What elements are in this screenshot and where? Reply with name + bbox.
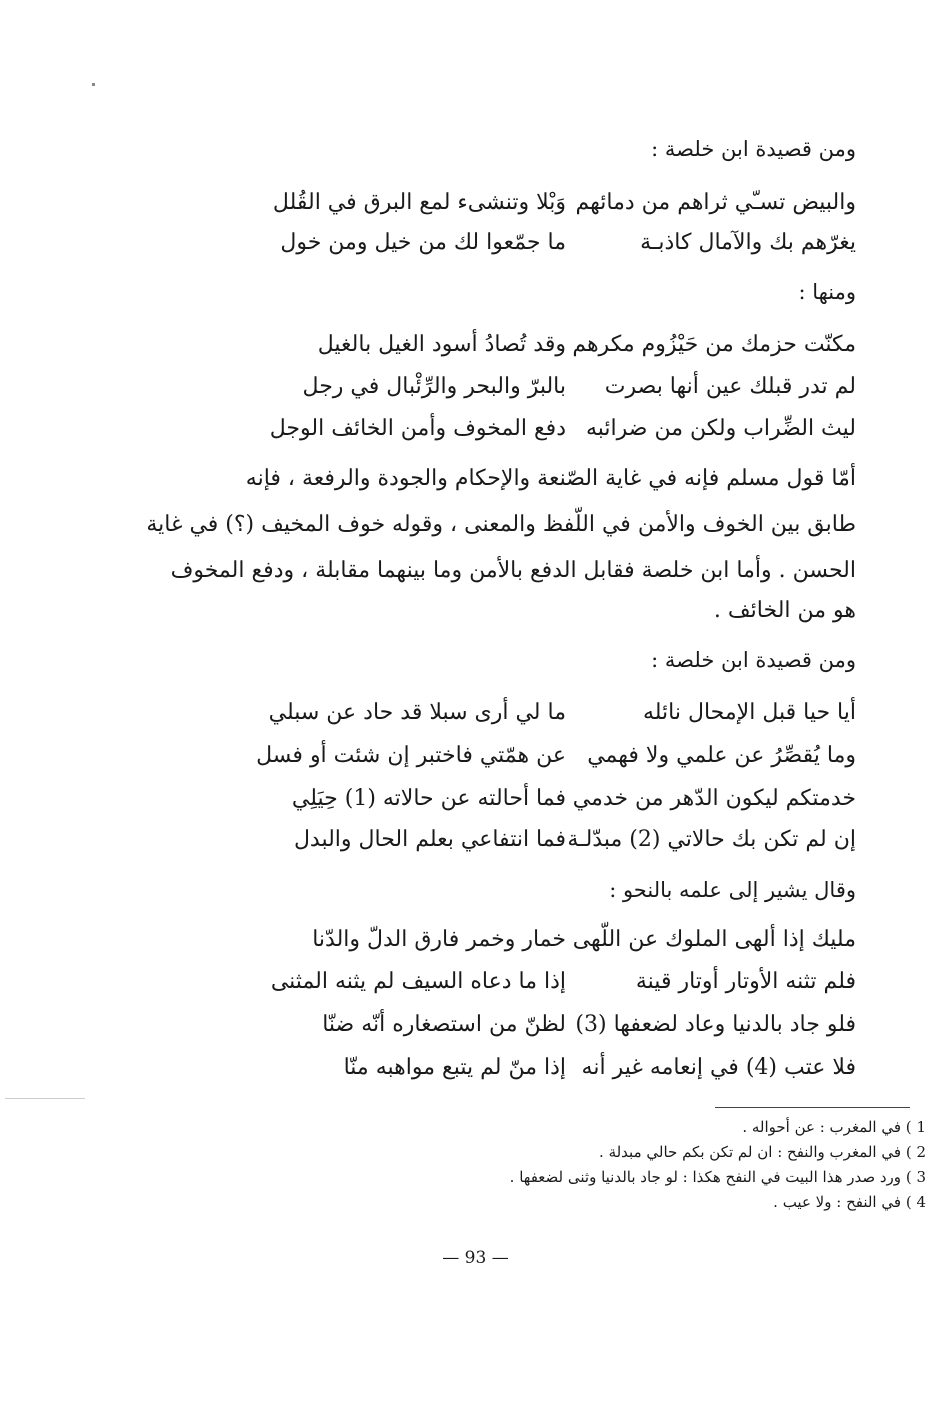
- footnote-number: 1: [916, 1118, 926, 1136]
- section-intro: ومن قصيدة ابن خلصة :: [651, 648, 856, 672]
- verse-second-hemistich: لظنّ من استصغاره أنّه ضنّا: [322, 1012, 566, 1037]
- footnote-number: 4: [916, 1193, 926, 1211]
- prose-line: الحسن . وأما ابن خلصة فقابل الدفع بالأمن وما بينهما مقابلة ، ودفع المخوف: [170, 558, 856, 583]
- verse-second-hemistich: إذا ما دعاه السيف لم يثنه المثنى: [270, 969, 566, 994]
- section-intro: وقال يشير إلى علمه بالنحو :: [609, 878, 856, 902]
- verse-second-hemistich: فما انتفاعي بعلم الحال والبدل: [293, 827, 566, 852]
- section-intro: ومنها :: [798, 280, 856, 304]
- footnote: [226, 1142, 926, 1162]
- verse-first-hemistich: مليك إذا ألهى الملوك عن اللّهى: [572, 927, 856, 952]
- verse-first-hemistich: إن لم تكن بك حالاتي (2) مبدّلـة: [567, 827, 856, 852]
- verse-first-hemistich: لم تدر قبلك عين أنها بصرت: [604, 374, 856, 399]
- verse-second-hemistich: إذا منّ لم يتبع مواهبه منّا: [343, 1055, 566, 1080]
- page-number: — 93 —: [442, 1248, 509, 1268]
- verse-second-hemistich: وقد تُصادُ أسود الغيل بالغيل: [317, 332, 566, 357]
- footnote: [226, 1117, 926, 1137]
- verse-first-hemistich: ليث الضِّراب ولكن من ضرائبه: [585, 416, 856, 441]
- scan-speck: [92, 83, 95, 86]
- verse-second-hemistich: دفع المخوف وأمن الخائف الوجل: [269, 416, 566, 441]
- verse-second-hemistich: ما جمّعوا لك من خيل ومن خول: [280, 230, 566, 255]
- verse-first-hemistich: أيا حيا قبل الإمحال نائله: [642, 700, 856, 725]
- verse-second-hemistich: عن همّتي فاختبر إن شئت أو فسل: [256, 743, 566, 768]
- prose-line: هو من الخائف .: [713, 598, 856, 623]
- verse-first-hemistich: فلا عتب (4) في إنعامه غير أنه: [581, 1055, 856, 1080]
- footnote-text: ) ورد صدر هذا البيت في النفح هكذا : لو جاد بالدنيا وثنى لضعفها .: [509, 1168, 912, 1186]
- verse-second-hemistich: خمار وخمر فارق الدلّ والدّنا: [312, 927, 566, 952]
- verse-first-hemistich: والبيض تسـّي ثراهم من دمائهم: [575, 190, 856, 215]
- footnote-text: ) في المغرب : عن أحواله .: [742, 1118, 912, 1136]
- verse-second-hemistich: فما أحالته عن حالاته (1) حِيَلِي: [291, 786, 566, 811]
- verse-first-hemistich: فلو جاد بالدنيا وعاد لضعفها (3): [575, 1012, 856, 1037]
- footnote: [226, 1167, 926, 1187]
- footnote: [226, 1192, 926, 1212]
- verse-second-hemistich: بالبرّ والبحر والرِّئْبال في رجل: [302, 374, 566, 399]
- footnote-text: ) في المغرب والنفح : ان لم تكن بكم حالي مبدلة .: [599, 1143, 912, 1161]
- footnote-text: ) في النفح : ولا عيب .: [773, 1193, 912, 1211]
- prose-line: طابق بين الخوف والأمن في اللّفظ والمعنى ، وقوله خوف المخيف (؟) في غاية: [146, 512, 856, 537]
- footnote-number: 2: [916, 1143, 926, 1161]
- footnote-number: 3: [916, 1168, 926, 1186]
- verse-first-hemistich: يغرّهم بك والآمال كاذبـة: [640, 230, 856, 255]
- verse-first-hemistich: خدمتكم ليكون الدّهر من خدمي: [572, 786, 856, 811]
- footnote-divider: [715, 1107, 910, 1108]
- scan-artifact: [5, 1098, 85, 1099]
- verse-second-hemistich: ما لي أرى سبلا قد حاد عن سبلي: [268, 700, 566, 725]
- verse-first-hemistich: وما يُقصِّرُ عن علمي ولا فهمي: [587, 743, 856, 768]
- prose-line: أمّا قول مسلم فإنه في غاية الصّنعة والإحكام والجودة والرفعة ، فإنه: [245, 466, 856, 491]
- verse-second-hemistich: وَبْلا وتنشىء لمع البرق في القُلل: [272, 190, 566, 215]
- verse-first-hemistich: مكنّت حزمك من حَيْزُوم مكرهم: [572, 332, 856, 357]
- verse-first-hemistich: فلم تثنه الأوتار أوتار قينة: [635, 969, 856, 994]
- section-intro: ومن قصيدة ابن خلصة :: [651, 137, 856, 161]
